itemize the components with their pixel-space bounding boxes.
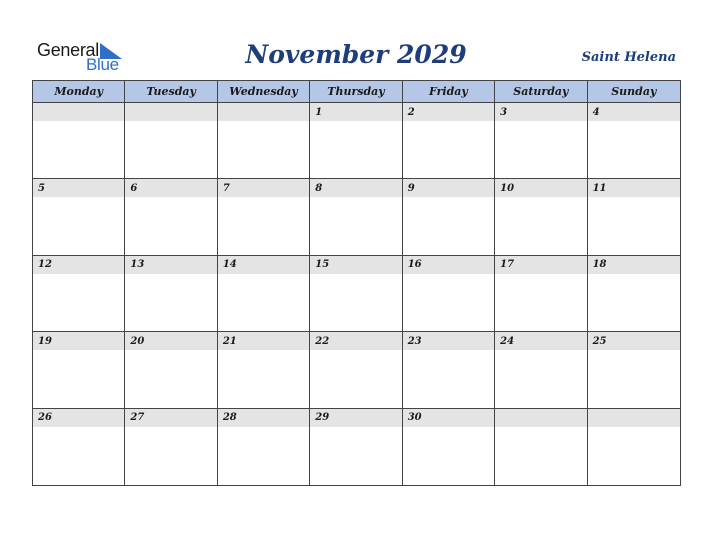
day-number: 30 xyxy=(403,409,494,427)
day-number: 9 xyxy=(403,179,494,197)
day-number: 24 xyxy=(495,332,586,350)
day-cell xyxy=(125,103,217,179)
day-number: 6 xyxy=(125,179,216,197)
day-number xyxy=(495,409,586,427)
day-cell xyxy=(588,103,680,179)
day-cell xyxy=(218,332,310,408)
day-number: 25 xyxy=(588,332,680,350)
day-number: 16 xyxy=(403,256,494,274)
day-number: 1 xyxy=(310,103,401,121)
day-number: 15 xyxy=(310,256,401,274)
logo-text-blue: Blue xyxy=(86,55,119,74)
day-number: 8 xyxy=(310,179,401,197)
day-cell xyxy=(495,409,587,485)
weekday-header: Monday xyxy=(33,81,125,103)
day-cell xyxy=(495,256,587,332)
day-cell xyxy=(588,179,680,255)
day-cell xyxy=(33,332,125,408)
day-cell xyxy=(310,256,402,332)
day-cell xyxy=(495,179,587,255)
day-number xyxy=(218,103,309,121)
weekday-header: Tuesday xyxy=(125,81,217,103)
day-number: 29 xyxy=(310,409,401,427)
day-cell xyxy=(33,103,125,179)
brand-logo xyxy=(37,40,137,74)
day-cell xyxy=(403,332,495,408)
day-number: 11 xyxy=(588,179,680,197)
day-number: 7 xyxy=(218,179,309,197)
calendar-grid xyxy=(32,80,681,486)
day-number xyxy=(588,409,680,427)
day-cell xyxy=(588,409,680,485)
day-cell xyxy=(310,409,402,485)
day-number: 14 xyxy=(218,256,309,274)
logo-text-general: General xyxy=(37,40,99,60)
day-cell xyxy=(125,409,217,485)
day-cell xyxy=(33,179,125,255)
day-number: 12 xyxy=(33,256,124,274)
day-number: 19 xyxy=(33,332,124,350)
day-number: 5 xyxy=(33,179,124,197)
day-cell xyxy=(403,179,495,255)
day-cell xyxy=(588,256,680,332)
day-cell xyxy=(310,103,402,179)
weekday-header: Sunday xyxy=(588,81,680,103)
day-cell xyxy=(403,103,495,179)
day-cell xyxy=(588,332,680,408)
day-number: 3 xyxy=(495,103,586,121)
day-cell xyxy=(310,332,402,408)
day-number: 2 xyxy=(403,103,494,121)
day-cell xyxy=(218,179,310,255)
day-number: 17 xyxy=(495,256,586,274)
region-name: Saint Helena xyxy=(581,50,676,65)
day-cell xyxy=(33,256,125,332)
day-cell xyxy=(218,409,310,485)
weekday-header: Thursday xyxy=(310,81,402,103)
weekday-header: Saturday xyxy=(495,81,587,103)
day-number: 10 xyxy=(495,179,586,197)
day-cell xyxy=(310,179,402,255)
day-cell xyxy=(403,256,495,332)
day-cell xyxy=(125,332,217,408)
day-cell xyxy=(218,103,310,179)
day-cell xyxy=(403,409,495,485)
day-number: 22 xyxy=(310,332,401,350)
day-cell xyxy=(495,103,587,179)
day-number: 20 xyxy=(125,332,216,350)
calendar-title: November 2029 xyxy=(245,40,467,69)
weekday-header: Friday xyxy=(403,81,495,103)
day-number: 23 xyxy=(403,332,494,350)
day-cell xyxy=(218,256,310,332)
day-cell xyxy=(33,409,125,485)
day-number xyxy=(33,103,124,121)
day-number: 13 xyxy=(125,256,216,274)
day-number: 4 xyxy=(588,103,680,121)
day-number xyxy=(125,103,216,121)
day-number: 27 xyxy=(125,409,216,427)
weekday-header: Wednesday xyxy=(218,81,310,103)
day-number: 18 xyxy=(588,256,680,274)
day-number: 28 xyxy=(218,409,309,427)
day-number: 21 xyxy=(218,332,309,350)
day-number: 26 xyxy=(33,409,124,427)
day-cell xyxy=(125,179,217,255)
day-cell xyxy=(495,332,587,408)
day-cell xyxy=(125,256,217,332)
